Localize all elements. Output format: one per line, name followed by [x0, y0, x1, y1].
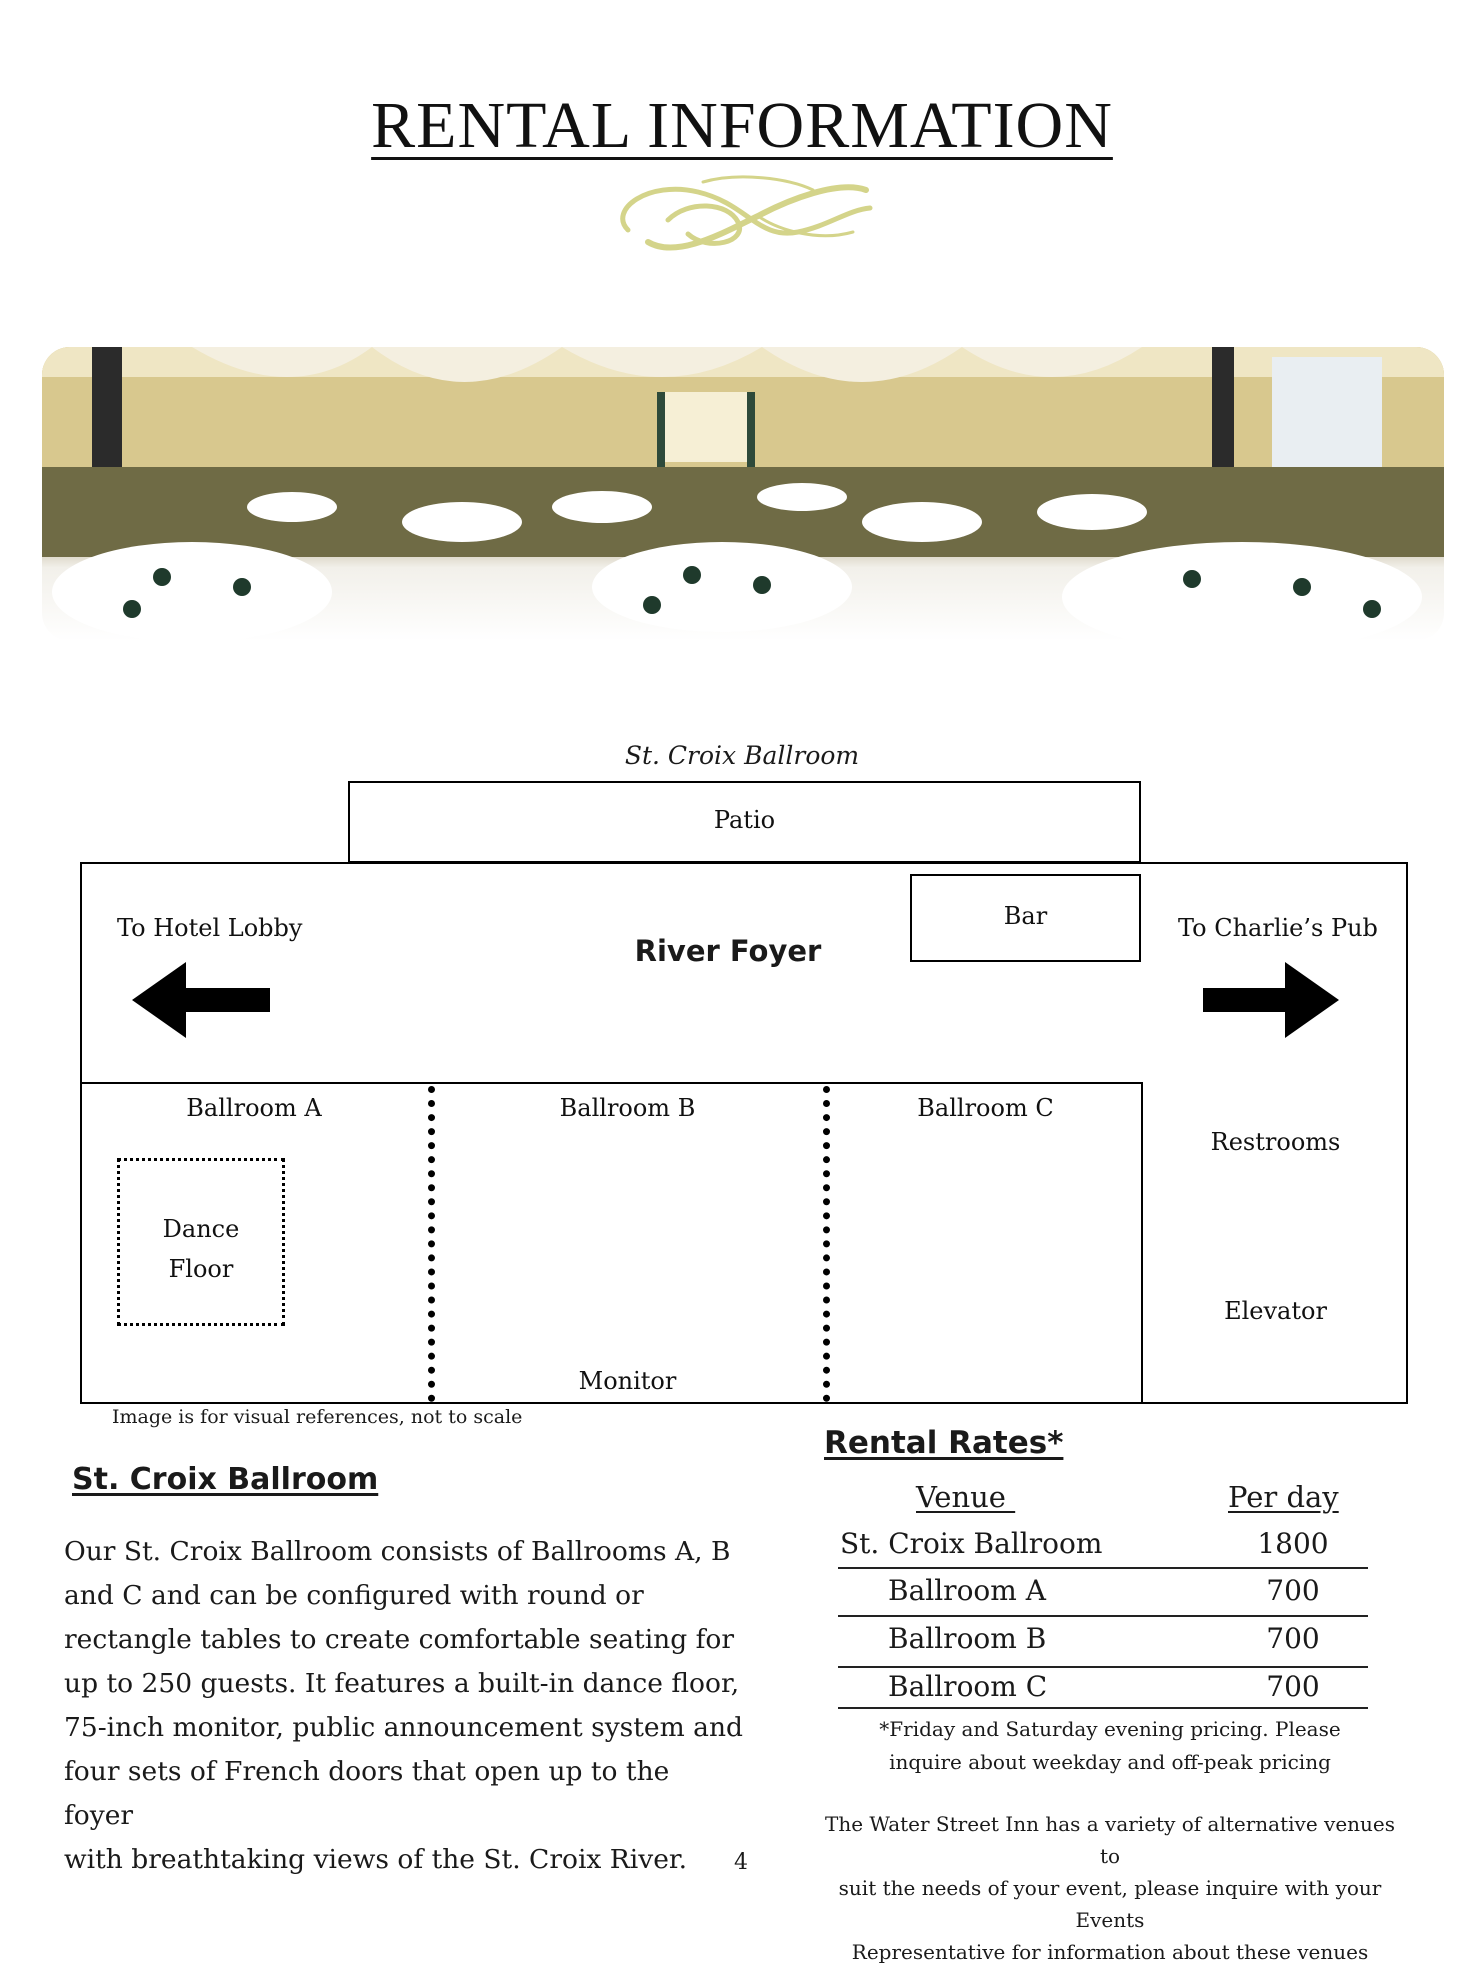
to-pub-label: To Charlie’s Pub	[1178, 914, 1378, 942]
elevator-label: Elevator	[1224, 1297, 1327, 1325]
rates-col-venue: Venue	[916, 1480, 1016, 1514]
arrow-left-icon	[132, 962, 270, 1038]
rates-note	[830, 1713, 1390, 1779]
rate-price: 700	[1266, 1622, 1320, 1655]
rate-venue: Ballroom B	[888, 1622, 1047, 1655]
ballroom-b-label: Ballroom B	[559, 1094, 696, 1122]
rate-venue: Ballroom A	[888, 1574, 1046, 1607]
body-line: and C and can be configured with round or	[64, 1580, 644, 1611]
section-heading: St. Croix Ballroom	[72, 1462, 379, 1497]
partition-ab	[428, 1086, 435, 1402]
rates-note-line: *Friday and Saturday evening pricing. Please	[879, 1717, 1341, 1741]
to-lobby-label: To Hotel Lobby	[117, 914, 303, 942]
patio-label: Patio	[713, 806, 776, 834]
rate-venue: St. Croix Ballroom	[840, 1527, 1103, 1560]
arrow-right-icon	[1203, 962, 1339, 1038]
page-number: 4	[734, 1850, 748, 1875]
rate-price: 700	[1266, 1670, 1320, 1703]
partition-bc	[823, 1086, 830, 1402]
ballroom-a-label: Ballroom A	[186, 1094, 322, 1122]
rates-note-line: inquire about weekday and off-peak pricing	[889, 1750, 1331, 1774]
rate-row	[838, 1670, 1368, 1718]
alt-note-line: suit the needs of your event, please inquire with your Events	[838, 1876, 1382, 1932]
restrooms-label: Restrooms	[1210, 1128, 1341, 1156]
rate-venue: Ballroom C	[888, 1670, 1048, 1703]
scale-note: Image is for visual references, not to scale	[112, 1406, 523, 1428]
body-line: rectangle tables to create comfortable seating for	[64, 1624, 735, 1655]
bar-label: Bar	[1003, 902, 1048, 930]
flourish-ornament	[608, 170, 880, 260]
dance-floor-line-2: Floor	[168, 1255, 234, 1283]
ballroom-photo	[42, 347, 1444, 641]
rates-col-price: Per day	[1228, 1480, 1339, 1514]
rate-separator	[838, 1615, 1368, 1617]
rate-price: 1800	[1257, 1527, 1329, 1560]
rate-price: 700	[1266, 1574, 1320, 1607]
section-body	[64, 1530, 744, 1882]
body-line: four sets of French doors that open up to the foyer	[64, 1756, 670, 1831]
rate-separator	[838, 1567, 1368, 1569]
rates-heading: Rental Rates*	[824, 1425, 1064, 1461]
dance-floor-label	[117, 1209, 285, 1289]
floor-plan-caption: St. Croix Ballroom	[624, 741, 860, 770]
monitor-label: Monitor	[578, 1367, 677, 1395]
dance-floor-line-1: Dance	[162, 1215, 240, 1243]
river-foyer-label: River Foyer	[634, 934, 822, 968]
rate-separator	[838, 1707, 1368, 1709]
ballroom-c-label: Ballroom C	[917, 1094, 1054, 1122]
ballroom-row-divider	[80, 1082, 1143, 1084]
body-line: Our St. Croix Ballroom consists of Ballrooms A, B	[64, 1536, 731, 1567]
page-title: RENTAL INFORMATION	[371, 89, 1113, 162]
body-line: with breathtaking views of the St. Croix River.	[64, 1844, 688, 1875]
alt-note-line: Representative for information about these venues	[851, 1940, 1369, 1964]
body-line: 75-inch monitor, public announcement system and	[64, 1712, 743, 1743]
alt-note-line: The Water Street Inn has a variety of alternative venues to	[824, 1812, 1396, 1868]
alternative-venues-note	[812, 1808, 1408, 1968]
rate-separator	[838, 1666, 1368, 1668]
rate-row	[838, 1622, 1368, 1670]
body-line: up to 250 guests. It features a built-in dance floor,	[64, 1668, 740, 1699]
